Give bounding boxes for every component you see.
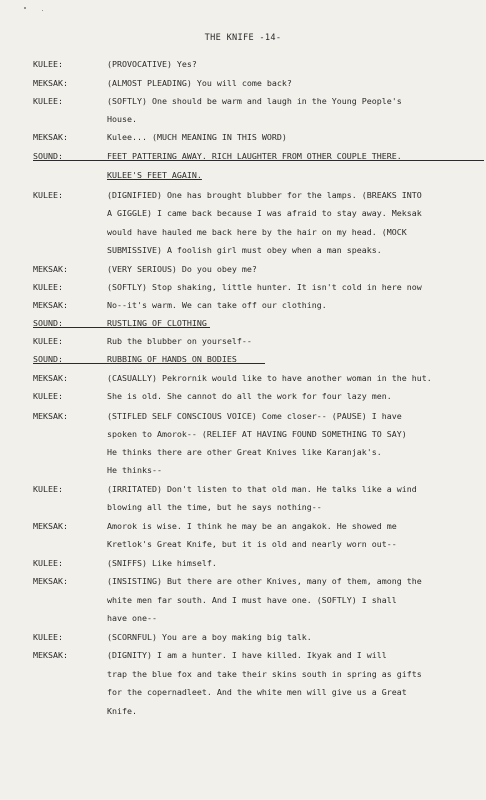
dialogue-text: Kretlok's Great Knife, but it is old and nearly worn out-- bbox=[107, 539, 397, 549]
dialogue-text: (STIFLED SELF CONSCIOUS VOICE) Come closer-- (PAUSE) I have bbox=[107, 411, 402, 421]
script-line bbox=[0, 94, 486, 108]
script-line bbox=[0, 630, 486, 644]
script-line bbox=[0, 280, 486, 294]
dialogue-text: Knife. bbox=[107, 706, 137, 716]
speaker-label: KULEE: bbox=[33, 391, 63, 401]
dialogue-text: (PROVOCATIVE) Yes? bbox=[107, 59, 197, 69]
dialogue-text: white men far south. And I must have one. (SOFTLY) I shall bbox=[107, 595, 397, 605]
speaker-label: MEKSAK: bbox=[33, 650, 68, 660]
dialogue-text: spoken to Amorok-- (RELIEF AT HAVING FOUND SOMETHING TO SAY) bbox=[107, 429, 407, 439]
dialogue-text: SUBMISSIVE) A foolish girl must obey when a man speaks. bbox=[107, 245, 382, 255]
dialogue-text: (SNIFFS) Like himself. bbox=[107, 558, 217, 568]
script-line bbox=[0, 685, 486, 699]
dialogue-text: blowing all the time, but he says nothing-- bbox=[107, 502, 322, 512]
script-line bbox=[0, 427, 486, 441]
dialogue-text: (IRRITATED) Don't listen to that old man. He talks like a wind bbox=[107, 484, 417, 494]
script-line bbox=[0, 334, 486, 348]
script-line bbox=[0, 556, 486, 570]
speaker-label: KULEE: bbox=[33, 484, 63, 494]
dialogue-text: (VERY SERIOUS) Do you obey me? bbox=[107, 264, 257, 274]
sound-cue-underline bbox=[33, 160, 484, 161]
dialogue-text: He thinks there are other Great Knives like Karanjak's. bbox=[107, 447, 382, 457]
speaker-label: MEKSAK: bbox=[33, 132, 68, 142]
paper-speck bbox=[42, 10, 43, 11]
script-line bbox=[0, 482, 486, 496]
script-line bbox=[0, 76, 486, 90]
dialogue-text: have one-- bbox=[107, 613, 157, 623]
dialogue-text: (DIGNIFIED) One has brought blubber for the lamps. (BREAKS INTO bbox=[107, 190, 422, 200]
script-line bbox=[0, 371, 486, 385]
script-line bbox=[0, 611, 486, 625]
speaker-label: KULEE: bbox=[33, 632, 63, 642]
script-line bbox=[0, 519, 486, 533]
dialogue-text: Rub the blubber on yourself-- bbox=[107, 336, 252, 346]
script-line bbox=[0, 168, 486, 182]
dialogue-text: House. bbox=[107, 114, 137, 124]
speaker-label: KULEE: bbox=[33, 190, 63, 200]
speaker-label: KULEE: bbox=[33, 59, 63, 69]
dialogue-text: Kulee... (MUCH MEANING IN THIS WORD) bbox=[107, 132, 287, 142]
dialogue-text: He thinks-- bbox=[107, 465, 162, 475]
dialogue-text: (INSISTING) But there are other Knives, many of them, among the bbox=[107, 576, 422, 586]
speaker-label: MEKSAK: bbox=[33, 411, 68, 421]
speaker-label: MEKSAK: bbox=[33, 300, 68, 310]
speaker-label: KULEE: bbox=[33, 336, 63, 346]
speaker-label: KULEE: bbox=[33, 558, 63, 568]
page-header: THE KNIFE -14- bbox=[204, 33, 282, 43]
speaker-label: MEKSAK: bbox=[33, 264, 68, 274]
dialogue-text: FEET PATTERING AWAY. RICH LAUGHTER FROM OTHER COUPLE THERE. bbox=[107, 151, 402, 161]
dialogue-text: (SOFTLY) One should be warm and laugh in the Young People's bbox=[107, 96, 402, 106]
script-line bbox=[0, 574, 486, 588]
speaker-label: SOUND: bbox=[33, 318, 63, 328]
sound-cue-underline bbox=[33, 363, 265, 364]
script-line bbox=[0, 537, 486, 551]
speaker-label: MEKSAK: bbox=[33, 521, 68, 531]
dialogue-text: (SCORNFUL) You are a boy making big talk. bbox=[107, 632, 312, 642]
speaker-label: KULEE: bbox=[33, 96, 63, 106]
speaker-label: SOUND: bbox=[33, 151, 63, 161]
dialogue-text: (ALMOST PLEADING) You will come back? bbox=[107, 78, 292, 88]
sound-cue-underline bbox=[33, 327, 210, 328]
script-line bbox=[0, 389, 486, 403]
speaker-label: MEKSAK: bbox=[33, 576, 68, 586]
speaker-label: KULEE: bbox=[33, 282, 63, 292]
paper-speck bbox=[24, 7, 26, 9]
dialogue-text: trap the blue fox and take their skins south in spring as gifts bbox=[107, 669, 422, 679]
script-line bbox=[0, 57, 486, 71]
speaker-label: SOUND: bbox=[33, 354, 63, 364]
dialogue-text: would have hauled me back here by the hair on my head. (MOCK bbox=[107, 227, 407, 237]
script-line bbox=[0, 262, 486, 276]
script-line bbox=[0, 112, 486, 126]
script-line bbox=[0, 648, 486, 662]
script-line bbox=[0, 188, 486, 202]
script-line bbox=[0, 298, 486, 312]
script-line bbox=[0, 593, 486, 607]
speaker-label: MEKSAK: bbox=[33, 373, 68, 383]
dialogue-text: No--it's warm. We can take off our clothing. bbox=[107, 300, 327, 310]
dialogue-text: (SOFTLY) Stop shaking, little hunter. It isn't cold in here now bbox=[107, 282, 422, 292]
speaker-label: MEKSAK: bbox=[33, 78, 68, 88]
script-line bbox=[0, 463, 486, 477]
script-line bbox=[0, 225, 486, 239]
script-line bbox=[0, 409, 486, 423]
dialogue-text: KULEE'S FEET AGAIN. bbox=[107, 170, 202, 180]
script-line bbox=[0, 243, 486, 257]
dialogue-text: Amorok is wise. I think he may be an angakok. He showed me bbox=[107, 521, 397, 531]
dialogue-text: (CASUALLY) Pekrornik would like to have another woman in the hut. bbox=[107, 373, 432, 383]
dialogue-text: RUSTLING OF CLOTHING bbox=[107, 318, 207, 328]
script-line bbox=[0, 667, 486, 681]
script-line bbox=[0, 704, 486, 718]
script-line bbox=[0, 206, 486, 220]
dialogue-text: RUBBING OF HANDS ON BODIES bbox=[107, 354, 237, 364]
dialogue-text: A GIGGLE) I came back because I was afraid to stay away. Meksak bbox=[107, 208, 422, 218]
dialogue-text: for the copernadleet. And the white men will give us a Great bbox=[107, 687, 407, 697]
script-line bbox=[0, 445, 486, 459]
script-line bbox=[0, 130, 486, 144]
dialogue-text: She is old. She cannot do all the work for four lazy men. bbox=[107, 391, 392, 401]
script-line bbox=[0, 500, 486, 514]
dialogue-text: (DIGNITY) I am a hunter. I have killed. Ikyak and I will bbox=[107, 650, 387, 660]
